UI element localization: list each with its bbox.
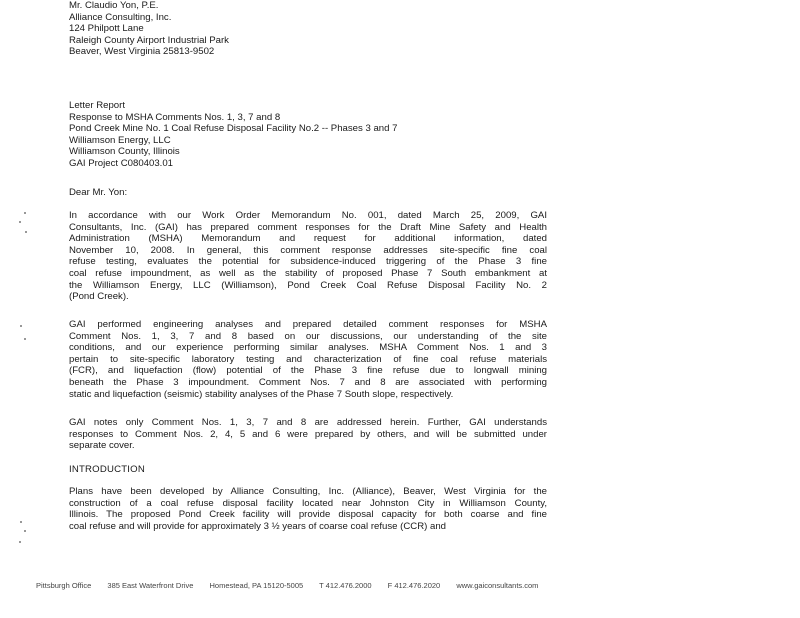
body-line: construction of a coal refuse disposal facility located near Johnston City in Williamson County,	[69, 497, 547, 509]
scan-speck	[24, 338, 26, 340]
letterhead-footer	[36, 580, 596, 592]
recipient-company: Alliance Consulting, Inc.	[69, 11, 172, 23]
subject-block	[69, 100, 549, 170]
body-line: coal refuse and will provide for approximately 3 ½ years of coarse coal refuse (CCR) and	[69, 520, 446, 532]
body-line: (Pond Creek).	[69, 291, 129, 303]
recipient-city: Beaver, West Virginia 25813-9502	[69, 46, 215, 58]
recipient-street: 124 Philpott Lane	[69, 23, 144, 35]
footer-web[interactable]: www.gaiconsultants.com	[456, 581, 539, 590]
section-heading	[69, 464, 549, 476]
footer-fax: F 412.476.2020	[387, 581, 441, 590]
subject-line: Response to MSHA Comments Nos. 1, 3, 7 and 8	[69, 111, 281, 123]
body-line: GAI performed engineering analyses and prepared detailed comment responses for MSHA	[69, 319, 547, 330]
heading-text: INTRODUCTION	[69, 464, 145, 475]
subject-line: Letter Report	[69, 100, 125, 111]
body-line: responses to Comment Nos. 2, 4, 5 and 6 were prepared by others, and will be submitted under	[69, 428, 547, 440]
body-line: Comment Nos. 1, 3, 7 and 8 based on our discussions, our understanding of the site	[69, 330, 547, 342]
body-line: November 10, 2008. In general, this comment response addresses site-specific fine coal	[69, 244, 547, 256]
subject-line: GAI Project C080403.01	[69, 157, 173, 169]
salutation-text: Dear Mr. Yon:	[69, 187, 128, 198]
scan-speck	[20, 521, 22, 523]
body-line: refuse testing, evaluates the potential for subsidence-induced triggering of the Phase 3 fine	[69, 256, 547, 268]
scan-speck	[24, 530, 26, 532]
body-line: beneath the Phase 3 impoundment. Comment Nos. 7 and 8 are associated with performing	[69, 376, 547, 388]
body-line: Administration (MSHA) Memorandum and request for additional information, dated	[69, 233, 547, 245]
subject-line: Williamson County, Illinois	[69, 146, 180, 158]
scan-speck	[24, 212, 26, 214]
body-line: In accordance with our Work Order Memorandum No. 001, dated March 25, 2009, GAI	[69, 210, 547, 221]
footer-city: Homestead, PA 15120-5005	[209, 581, 304, 590]
subject-line: Pond Creek Mine No. 1 Coal Refuse Disposal Facility No.2 -- Phases 3 and 7	[69, 123, 398, 135]
footer-street: 385 East Waterfront Drive	[107, 581, 194, 590]
body-line: (FCR), and liquefaction (flow) potential of the Phase 3 fine refuse due to longwall mining	[69, 365, 547, 377]
salutation	[69, 187, 549, 199]
body-line: coal refuse impoundment, as well as the stability of proposed Phase 7 South embankment at	[69, 267, 547, 279]
recipient-park: Raleigh County Airport Industrial Park	[69, 34, 229, 46]
subject-line: Williamson Energy, LLC	[69, 134, 171, 146]
scan-speck	[19, 541, 21, 543]
body-line: the Williamson Energy, LLC (Williamson), Pond Creek Coal Refuse Disposal Facility No. 2	[69, 279, 547, 291]
recipient-address	[69, 0, 549, 58]
body-line: Illinois. The proposed Pond Creek facility will provide disposal capacity for both coarse and fine	[69, 509, 547, 521]
body-line: static and liquefaction (seismic) stability analyses of the Phase 7 South slope, respectively.	[69, 388, 454, 400]
body-line: Consultants, Inc. (GAI) has prepared comment responses for the Draft Mine Safety and Health	[69, 221, 547, 233]
scan-speck	[25, 231, 27, 233]
footer-phone: T 412.476.2000	[319, 581, 372, 590]
scan-speck	[20, 325, 22, 327]
footer-office: Pittsburgh Office	[36, 581, 92, 590]
body-line: separate cover.	[69, 440, 135, 452]
recipient-name: Mr. Claudio Yon, P.E.	[69, 0, 159, 11]
paragraph-2	[69, 319, 549, 400]
body-line: Plans have been developed by Alliance Consulting, Inc. (Alliance), Beaver, West Virginia for the	[69, 486, 547, 497]
paragraph-4	[69, 486, 549, 532]
body-line: pertain to site-specific laboratory testing and characterization of fine coal refuse materials	[69, 353, 547, 365]
paragraph-1	[69, 210, 549, 303]
body-line: GAI notes only Comment Nos. 1, 3, 7 and 8 are addressed herein. Further, GAI understands	[69, 417, 547, 428]
scan-speck	[19, 221, 21, 223]
paragraph-3	[69, 417, 549, 452]
body-line: conditions, and our experience performing similar analyses. MSHA Comment Nos. 1 and 3	[69, 342, 547, 354]
